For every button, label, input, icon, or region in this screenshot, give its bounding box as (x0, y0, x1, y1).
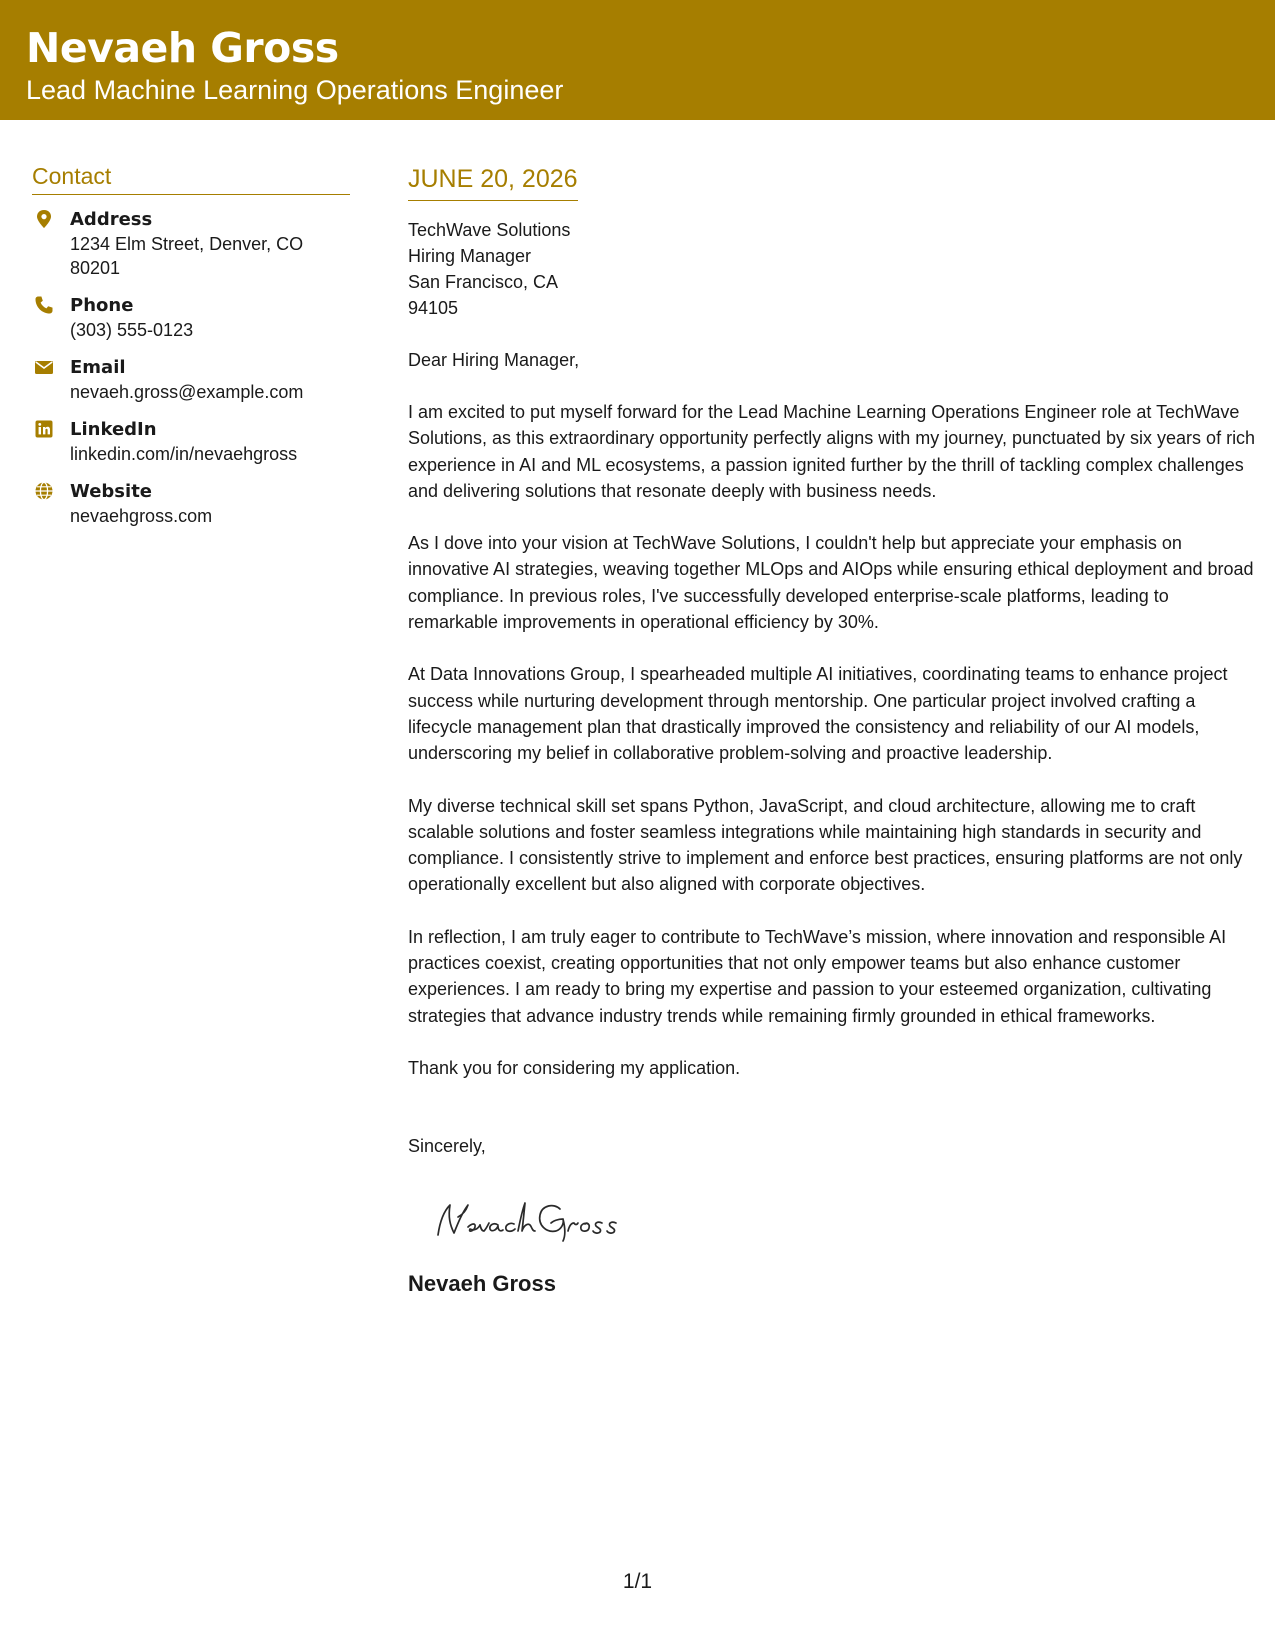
paragraph-intro: I am excited to put myself forward for the Lead Machine Learning Operations Engineer role at TechWave Solutions, as this extraordinary opportunity perfectly aligns with my journey, punctuated by six years of rich experience in AI and ML ecosystems, a passion ignited further by the thrill of tackling complex challenges and delivering solutions that resonate deeply with business needs. (408, 402, 1256, 501)
contact-value: linkedin.com/in/nevaehgross (70, 444, 298, 464)
contact-address (32, 207, 352, 280)
contact-email (32, 355, 352, 404)
contact-sidebar (32, 162, 352, 541)
contact-value: nevaeh.gross@example.com (70, 382, 304, 402)
contact-website (32, 479, 352, 528)
paragraph-skills: My diverse technical skill set spans Python, JavaScript, and cloud architecture, allowing me to craft scalable solutions and foster seamless integrations while maintaining high standards in security and compliance. I consistently strive to implement and enforce best practices, ensuring platforms are not only operationally excellent but also aligned with corporate objectives. (408, 795, 1243, 895)
contact-heading: Contact (32, 162, 350, 195)
paragraph-experience: At Data Innovations Group, I spearheaded multiple AI initiatives, coordinating teams to enhance project success while nurturing development through mentorship. One particular project involved crafting a lifecycle management plan that drastically improved the consistency and reliability of our AI models, underscoring my belief in collaborative problem-solving and proactive leadership. (408, 664, 1228, 764)
map-pin-icon (34, 209, 54, 229)
contact-list (32, 207, 352, 528)
job-title: Lead Machine Learning Operations Engineer (26, 75, 564, 105)
closing: Sincerely, (408, 1136, 486, 1157)
contact-label: Website (70, 481, 153, 502)
paragraph-thanks: Thank you for considering my application. (408, 1057, 741, 1078)
envelope-icon (34, 357, 54, 377)
recipient-title: Hiring Manager (408, 246, 532, 266)
recipient-zip: 94105 (408, 298, 459, 318)
signature-image (432, 1191, 662, 1251)
header-banner (0, 0, 1275, 120)
paragraph-vision: As I dove into your vision at TechWave Solutions, I couldn't help but appreciate your emphasis on innovative AI strategies, weaving together MLOps and AIOps while ensuring ethical deployment and broad compliance. In previous roles, I've successfully developed enterprise-scale platforms, leading to remarkable improvements in operational efficiency by 30%. (408, 533, 1254, 633)
contact-value: (303) 555-0123 (70, 320, 194, 340)
letter-date: JUNE 20, 2026 (408, 164, 578, 201)
contact-label: Phone (70, 295, 134, 316)
page-number: 1/1 (622, 1570, 653, 1593)
contact-label: Address (70, 209, 153, 230)
recipient-company: TechWave Solutions (408, 220, 571, 240)
contact-value: 1234 Elm Street, Denver, CO 80201 (70, 234, 304, 278)
contact-phone (32, 293, 352, 342)
contact-label: LinkedIn (70, 419, 157, 440)
contact-linkedin (32, 417, 352, 466)
salutation: Dear Hiring Manager, (408, 350, 580, 370)
recipient-block (408, 217, 1256, 321)
applicant-name: Nevaeh Gross (26, 24, 339, 72)
phone-icon (34, 295, 54, 315)
paragraph-reflection: In reflection, I am truly eager to contribute to TechWave’s mission, where innovation and responsible AI practices coexist, creating opportunities that not only empower teams but also enhance customer experiences. I am ready to bring my expertise and passion to your esteemed organization, cultivating strategies that advance industry trends while remaining firmly grounded in ethical frameworks. (408, 926, 1227, 1026)
contact-value: nevaehgross.com (70, 506, 213, 526)
linkedin-icon (34, 419, 54, 439)
globe-icon (34, 481, 54, 501)
signer-name: Nevaeh Gross (408, 1271, 556, 1297)
letter-body (408, 164, 1256, 1298)
contact-label: Email (70, 357, 126, 378)
recipient-city: San Francisco, CA (408, 272, 559, 292)
